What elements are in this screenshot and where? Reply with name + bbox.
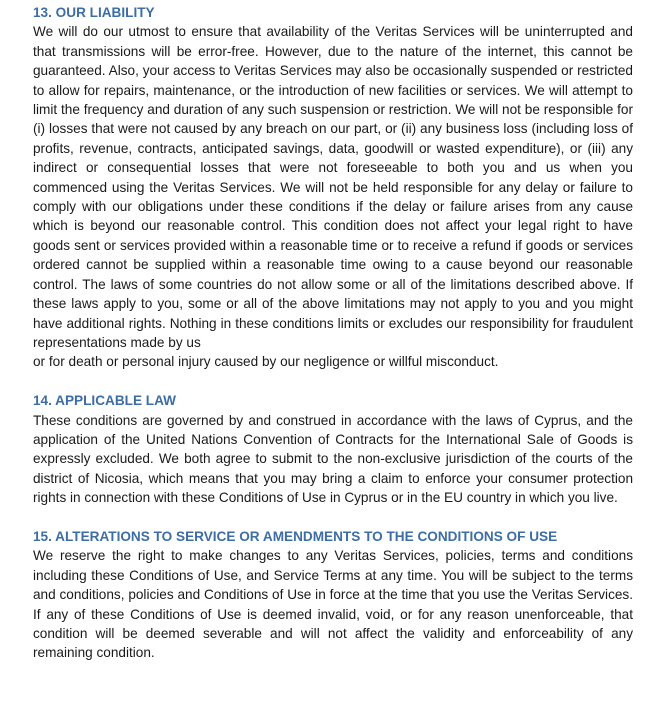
section-heading-our-liability: 13. OUR LIABILITY <box>33 5 155 20</box>
section-paragraph: These conditions are governed by and construed in accordance with the laws of Cyprus, and the application of the United Nations Convention of Contracts for the International Sale of Goods is expressly excluded. We both agree to submit to the non-exclusive jurisdiction of the courts of the district of Nicosia, which means that you may bring a claim to enforce your consumer protection rights in connection with these Conditions of Use in Cyprus or in the EU country in which you live. <box>33 412 633 506</box>
section-heading-applicable-law: 14. APPLICABLE LAW <box>33 393 176 409</box>
section-applicable-law <box>33 391 633 507</box>
section-paragraph: We will do our utmost to ensure that availability of the Veritas Services will be uninterrupted and that transmissions will be error-free. However, due to the nature of the internet, this cannot be guaranteed. Also, your access to Veritas Services may also be occasionally suspended or restricted to allow for repairs, maintenance, or the introduction of new facilities or services. We will attempt to limit the frequency and duration of any such suspension or restriction. We will not be responsible for (i) losses that were not caused by any breach on our part, or (ii) any business loss (including loss of profits, revenue, contracts, anticipated savings, data, goodwill or wasted expenditure), or (iii) any indirect or consequential losses that were not foreseeable to both you and us when you commenced using the Veritas Services. We will not be held responsible for any delay or failure to comply with our obligations under these conditions if the delay or failure arises from any cause which is beyond our reasonable control. This condition does not affect your legal right to have goods sent or services provided within a reasonable time or to receive a refund if goods or services ordered cannot be supplied within a reasonable time owing to a cause beyond our reasonable control. The laws of some countries do not allow some or all of the limitations described above. If these laws apply to you, some or all of the above limitations may not apply to you and you might have additional rights. Nothing in these conditions limits or excludes our responsibility for fraudulent representations made by us <box>33 24 633 350</box>
section-paragraph: We reserve the right to make changes to any Veritas Services, policies, terms and conditions including these Conditions of Use, and Service Terms at any time. You will be subject to the terms and conditions, policies and Conditions of Use in force at the time that you use the Veritas Services. If any of these Conditions of Use is deemed invalid, void, or for any reason unenforceable, that condition will be deemed severable and will not affect the validity and enforceability of any remaining condition. <box>33 548 633 661</box>
section-our-liability <box>33 3 633 372</box>
section-alterations <box>33 527 633 663</box>
section-paragraph: or for death or personal injury caused by our negligence or willful misconduct. <box>33 354 499 370</box>
section-heading-alterations: 15. ALTERATIONS TO SERVICE OR AMENDMENTS TO THE CONDITIONS OF USE <box>33 528 558 544</box>
